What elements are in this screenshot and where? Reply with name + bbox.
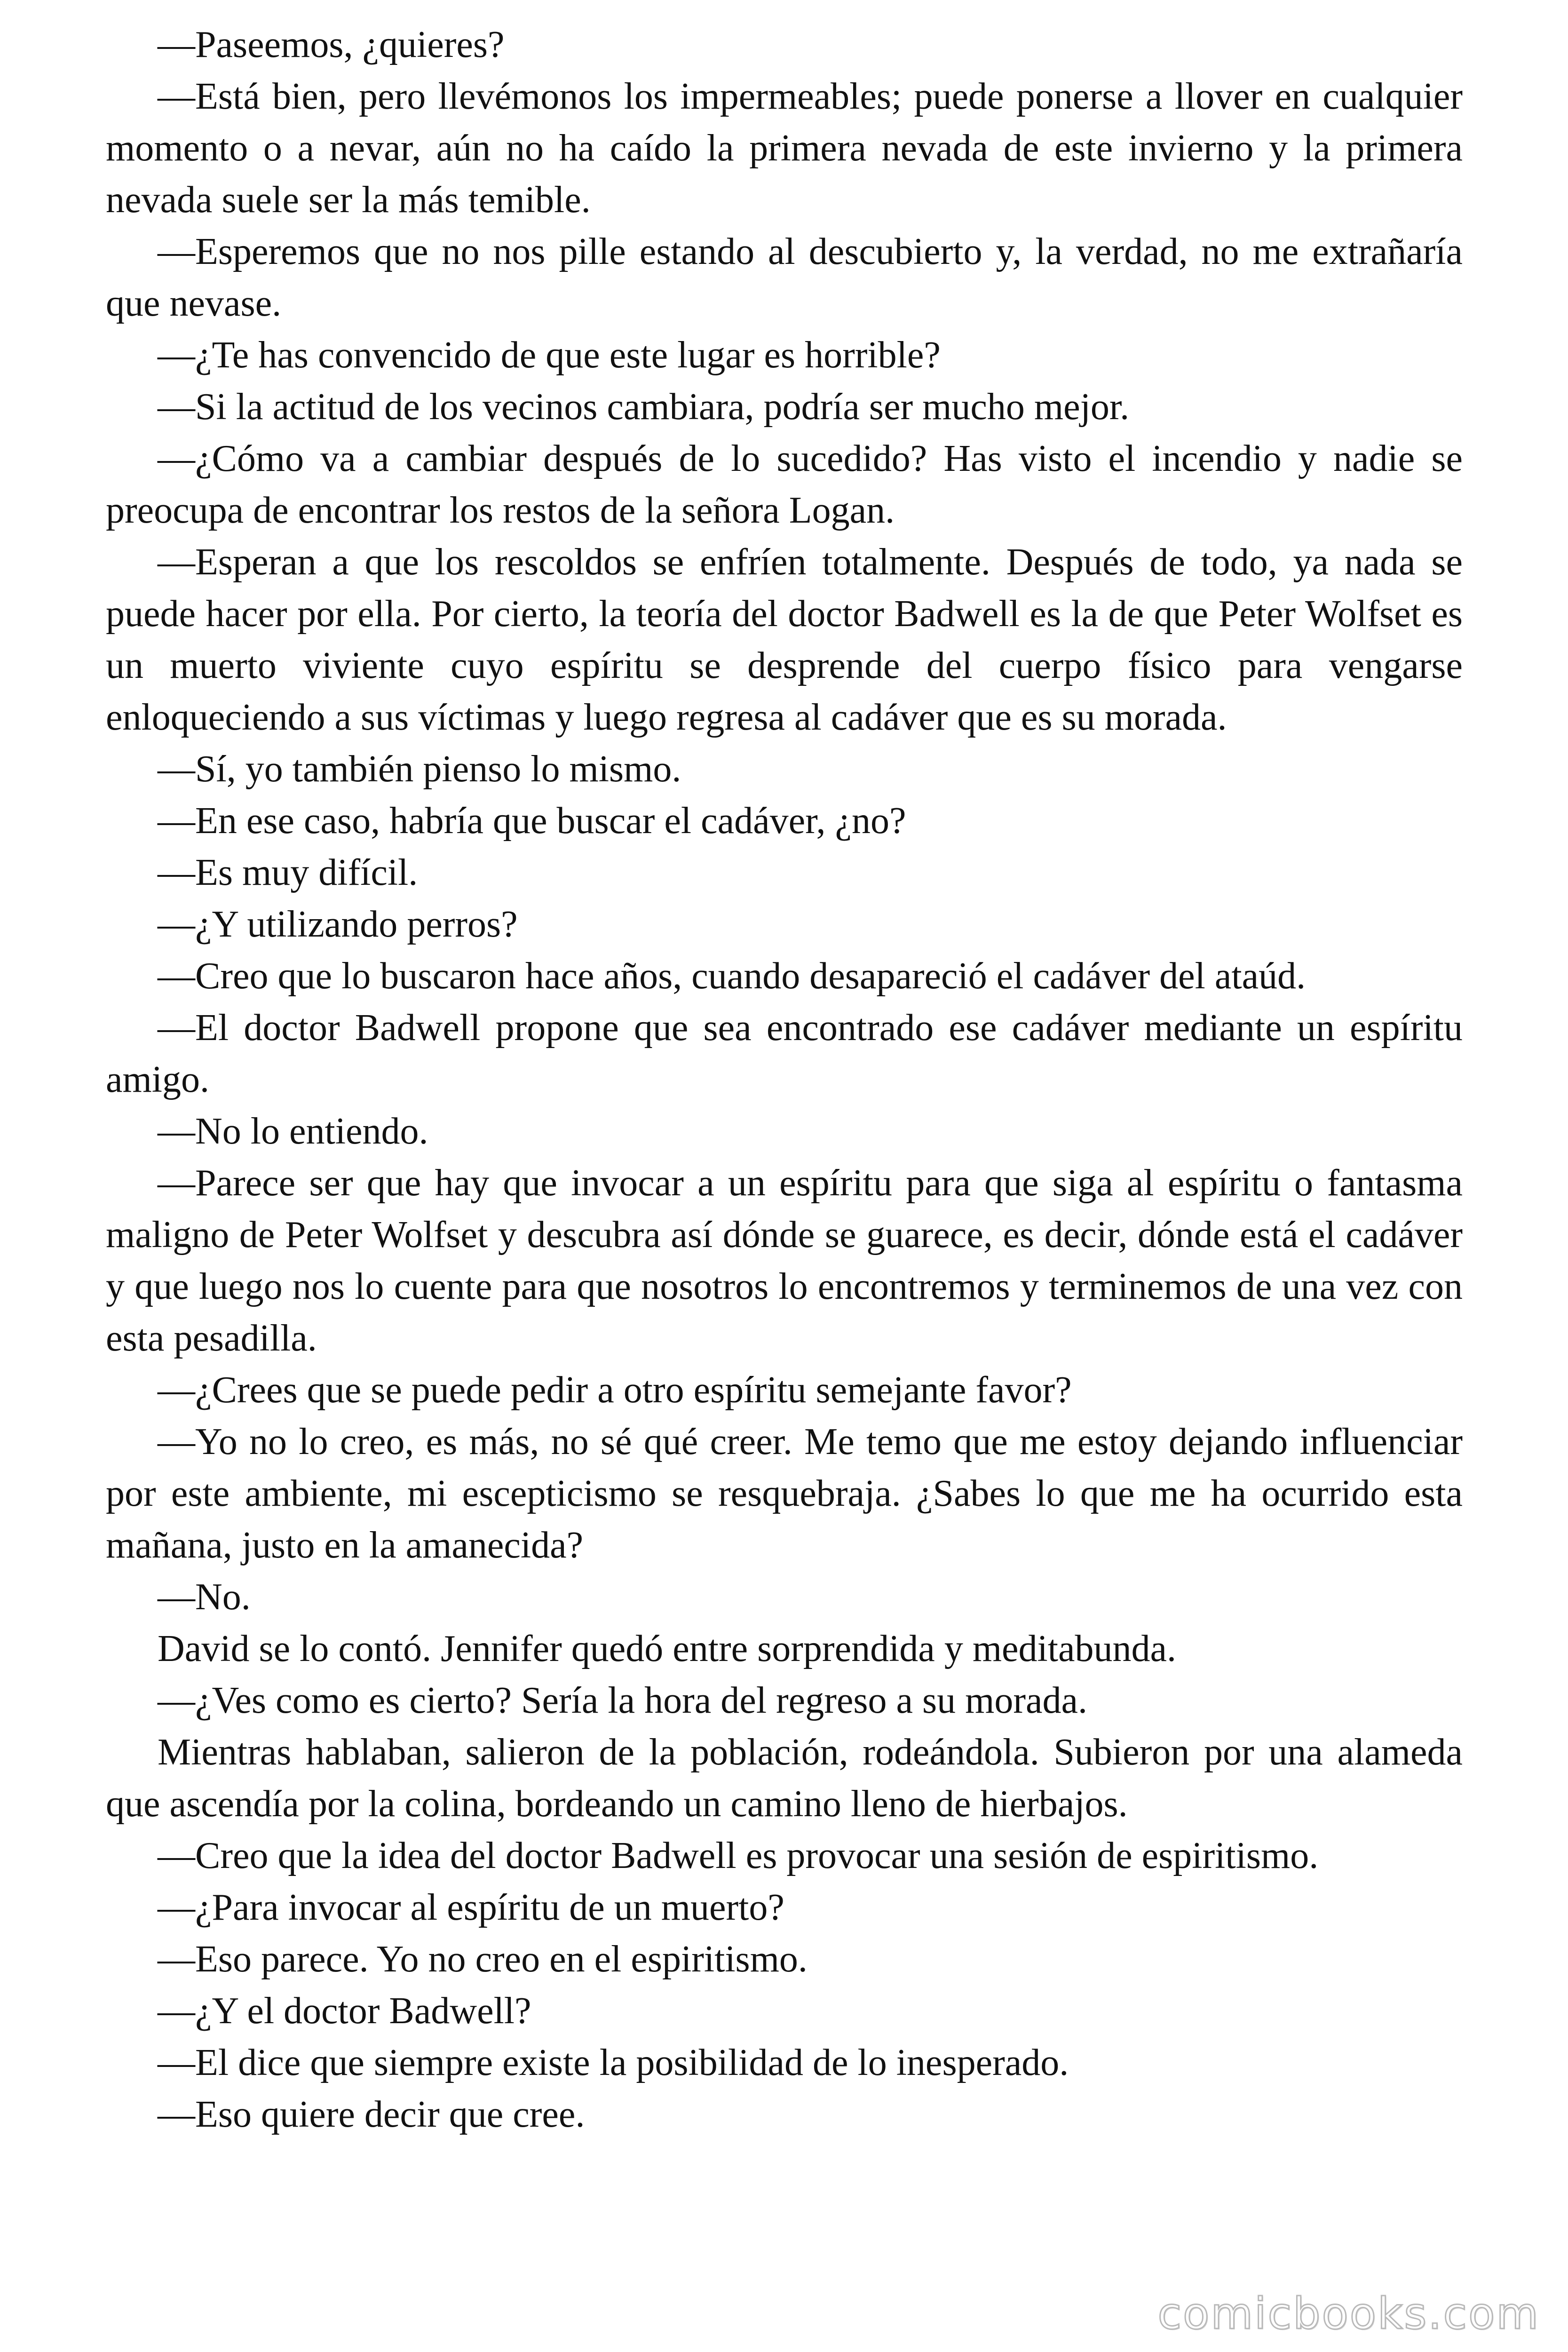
paragraph: —Paseemos, ¿quieres? [158, 24, 505, 65]
paragraph: —El dice que siempre existe la posibilidad de lo inesperado. [158, 2042, 1069, 2083]
paragraph: —¿Y utilizando perros? [158, 904, 518, 945]
paragraph: —Eso quiere decir que cree. [158, 2094, 585, 2135]
paragraph: —¿Para invocar al espíritu de un muerto? [158, 1887, 784, 1928]
paragraph: —Creo que lo buscaron hace años, cuando desapareció el cadáver del ataúd. [158, 955, 1306, 997]
paragraph: —¿Crees que se puede pedir a otro espíritu semejante favor? [158, 1369, 1072, 1411]
paragraph: —En ese caso, habría que buscar el cadáver, ¿no? [158, 800, 906, 842]
paragraph: —El doctor Badwell propone que sea encontrado ese cadáver mediante un espíritu amigo. [106, 1007, 1463, 1100]
paragraph: —Es muy difícil. [158, 852, 418, 893]
paragraph: —Esperan a que los rescoldos se enfríen totalmente. Después de todo, ya nada se puede hacer por ella. Por cierto, la teoría del doctor Badwell es la de que Peter Wolfset es un muerto viviente cuyo espíritu se desprende del cuerpo físico para vengarse enloqueciendo a sus víctimas y luego regresa al cadáver que es su morada. [106, 541, 1463, 738]
paragraph: —¿Ves como es cierto? Sería la hora del regreso a su morada. [158, 1680, 1087, 1721]
book-page [106, 19, 1463, 2140]
paragraph: —¿Cómo va a cambiar después de lo sucedido? Has visto el incendio y nadie se preocupa de encontrar los restos de la señora Logan. [106, 438, 1463, 531]
paragraph: —Está bien, pero llevémonos los impermeables; puede ponerse a llover en cualquier momento o a nevar, aún no ha caído la primera nevada de este invierno y la primera nevada suele ser la más temible. [106, 76, 1463, 221]
paragraph: —No. [158, 1576, 251, 1618]
paragraph: —Parece ser que hay que invocar a un espíritu para que siga al espíritu o fantasma maligno de Peter Wolfset y descubra así dónde se guarece, es decir, dónde está el cadáver y que luego nos lo cuente para que nosotros lo encontremos y terminemos de una vez con esta pesadilla. [106, 1162, 1463, 1359]
paragraph: —Eso parece. Yo no creo en el espiritismo. [158, 1939, 808, 1980]
watermark: comicbooks.com [1157, 2288, 1540, 2339]
paragraph: David se lo contó. Jennifer quedó entre sorprendida y meditabunda. [158, 1628, 1177, 1669]
paragraph: —No lo entiendo. [158, 1111, 428, 1152]
paragraph: —Esperemos que no nos pille estando al descubierto y, la verdad, no me extrañaría que nevase. [106, 231, 1463, 324]
paragraph: —¿Te has convencido de que este lugar es horrible? [158, 334, 941, 376]
paragraph: —Si la actitud de los vecinos cambiara, podría ser mucho mejor. [158, 386, 1130, 428]
paragraph: Mientras hablaban, salieron de la población, rodeándola. Subieron por una alameda que ascendía por la colina, bordeando un camino lleno de hierbajos. [106, 1732, 1463, 1825]
paragraph: —Yo no lo creo, es más, no sé qué creer. Me temo que me estoy dejando influenciar por este ambiente, mi escepticismo se resquebraja. ¿Sabes lo que me ha ocurrido esta mañana, justo en la amanecida? [106, 1421, 1463, 1566]
paragraph: —Creo que la idea del doctor Badwell es provocar una sesión de espiritismo. [158, 1835, 1319, 1876]
paragraph: —¿Y el doctor Badwell? [158, 1990, 531, 2032]
paragraph: —Sí, yo también pienso lo mismo. [158, 748, 681, 790]
